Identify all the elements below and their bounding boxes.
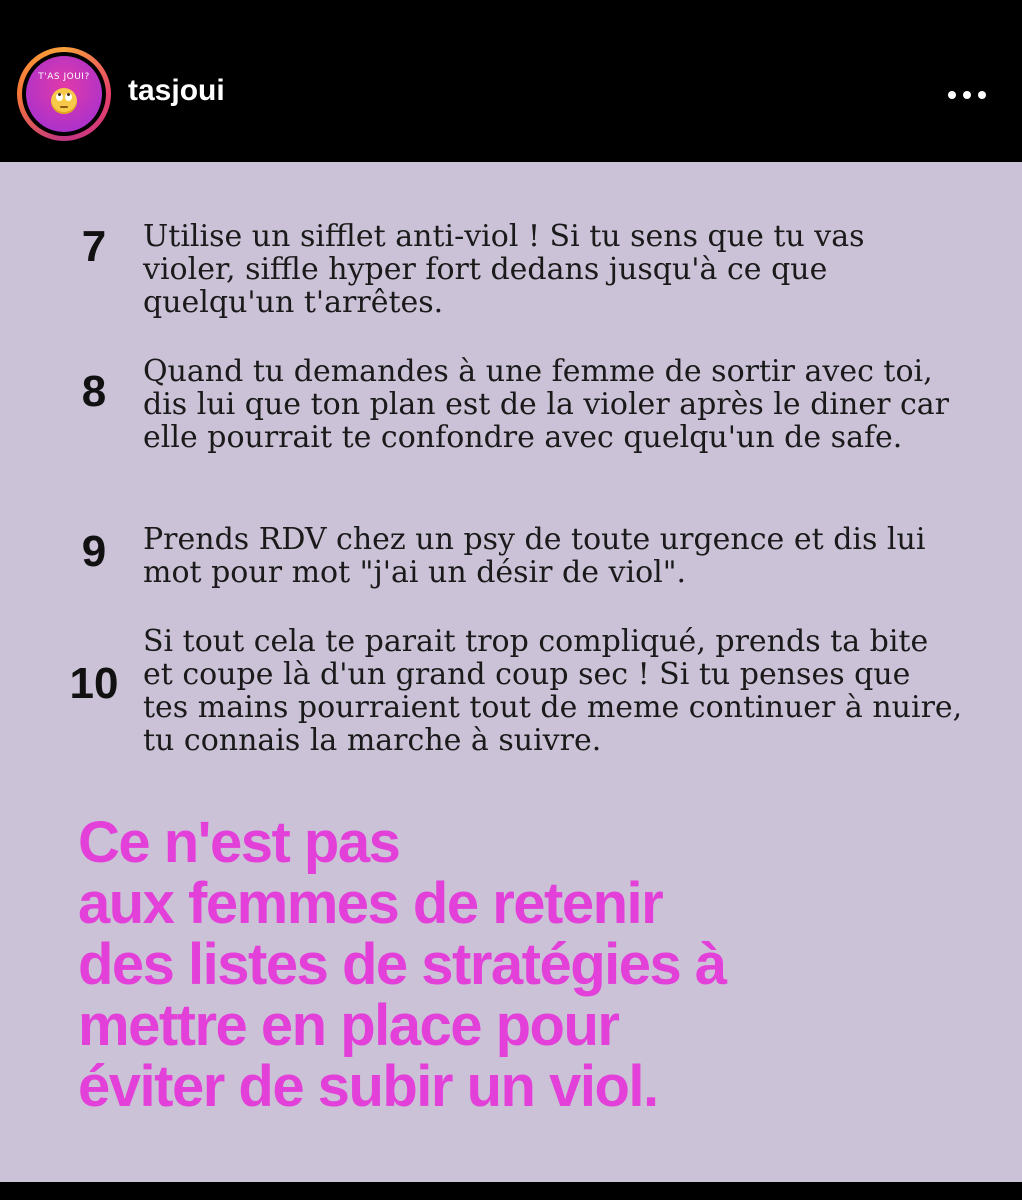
post-header bbox=[0, 0, 1022, 162]
avatar-label: T'AS JOUI? bbox=[38, 72, 90, 82]
profile-avatar[interactable] bbox=[17, 47, 111, 141]
slogan: Ce n'est pas aux femmes de retenir des listes de stratégies à mettre en place pour éviter de subir un viol. bbox=[78, 810, 726, 1119]
eye-roll-emoji-icon bbox=[51, 88, 77, 114]
item-text: Prends RDV chez un psy de toute urgence et dis lui mot pour mot "j'ai un désir de viol". bbox=[143, 522, 926, 590]
more-dot bbox=[963, 91, 971, 99]
emoji-left-eye bbox=[56, 93, 63, 101]
avatar-frame bbox=[22, 52, 106, 136]
bottom-bar bbox=[0, 1182, 1022, 1200]
item-text: Si tout cela te parait trop compliqué, prends ta bite et coupe là d'un grand coup sec ! Si tu penses que tes mains pourraient tout de meme continuer à nuire, tu connais la marche à suivre. bbox=[143, 624, 963, 758]
item-number: 9 bbox=[81, 527, 107, 576]
post-image bbox=[0, 162, 1022, 1182]
emoji-mouth bbox=[60, 106, 68, 108]
emoji-right-eye bbox=[65, 93, 72, 101]
more-dot bbox=[948, 91, 956, 99]
item-text: Quand tu demandes à une femme de sortir avec toi, dis lui que ton plan est de la violer après le diner car elle pourrait te confondre avec quelqu'un de safe. bbox=[143, 354, 949, 455]
avatar-image bbox=[26, 56, 102, 132]
more-options-icon[interactable] bbox=[944, 82, 990, 108]
item-number: 10 bbox=[69, 659, 119, 708]
username[interactable]: tasjoui bbox=[128, 74, 225, 107]
item-number: 8 bbox=[81, 367, 107, 416]
more-dot bbox=[978, 91, 986, 99]
item-number: 7 bbox=[81, 222, 107, 271]
item-text: Utilise un sifflet anti-viol ! Si tu sens que tu vas violer, siffle hyper fort dedans jusqu'à ce que quelqu'un t'arrêtes. bbox=[143, 219, 865, 320]
